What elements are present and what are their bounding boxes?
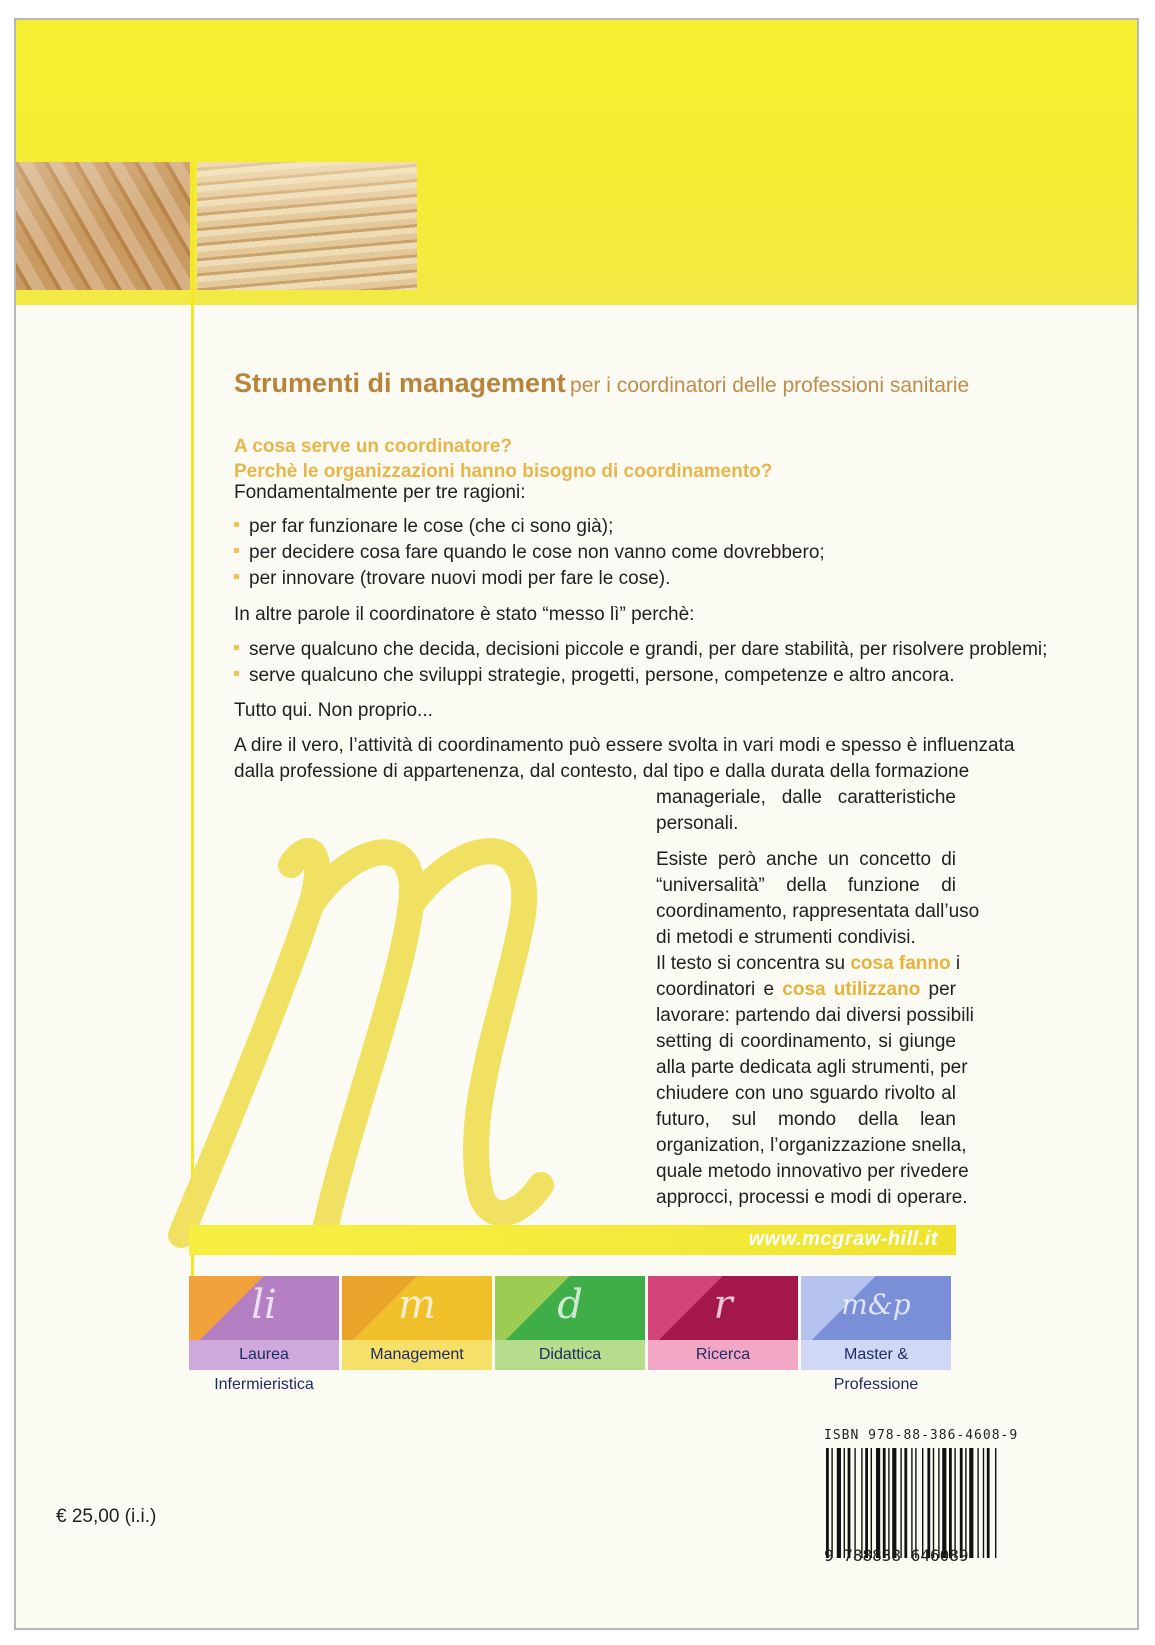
photo-keyboard — [16, 162, 190, 290]
barcode-bar — [938, 1448, 939, 1558]
para-text-line: organization, l’organizzazione snella, — [656, 1135, 967, 1156]
barcode-bar — [848, 1448, 851, 1558]
barcode-bar — [969, 1448, 973, 1558]
series-didattica — [495, 1276, 645, 1370]
series-management — [342, 1276, 492, 1370]
series-letter: li — [251, 1282, 277, 1328]
bullet — [234, 645, 239, 650]
barcode-bar — [892, 1448, 896, 1558]
para-text-line: setting di coordinamento, si giunge — [656, 1031, 956, 1052]
series-letter: d — [557, 1282, 583, 1328]
para-truth-line: personali. — [656, 813, 739, 834]
para-text-line: approcci, processi e modi di operare. — [656, 1187, 968, 1208]
barcode-bar — [922, 1448, 923, 1558]
reason-item: per decidere cosa fare quando le cose non vanno come dovrebbero; — [234, 540, 825, 566]
title-main: Strumenti di management — [234, 368, 566, 398]
barcode-bar — [954, 1448, 955, 1558]
para-truth-line: manageriale, dalle caratteristiche — [656, 787, 956, 808]
para-text-line: quale metodo innovativo per rivedere — [656, 1161, 969, 1182]
reason-item: per far funzionare le cose (che ci sono già); — [234, 514, 613, 540]
para-universal-line: coordinamento, rappresentata dall’uso — [656, 901, 980, 922]
photo-old-books — [197, 162, 417, 290]
bullet — [234, 522, 239, 527]
para-text-line: Il testo si concentra su cosa fanno i — [656, 953, 961, 974]
series-letter: r — [713, 1282, 733, 1328]
book-back-cover — [14, 18, 1139, 1630]
isbn-text: ISBN 978-88-386-4608-9 — [824, 1428, 1019, 1443]
barcode-bar — [871, 1448, 872, 1558]
tutto-qui-text: Tutto qui. Non proprio... — [234, 700, 433, 721]
barcode-bar — [933, 1448, 934, 1558]
barcode-bar — [844, 1448, 845, 1558]
barcode-bar — [883, 1448, 886, 1558]
barcode-bar — [876, 1448, 880, 1558]
website-url[interactable]: www.mcgraw-hill.it — [748, 1228, 938, 1250]
barcode-bar — [927, 1448, 930, 1558]
series-label: Ricerca — [648, 1340, 798, 1370]
para-universal-line: Esiste però anche un concetto di — [656, 849, 956, 870]
highlight-cosa-fanno: cosa fanno — [850, 953, 951, 974]
barcode-bar — [987, 1448, 990, 1558]
barcode-bar — [888, 1448, 889, 1558]
series-master-professione — [801, 1276, 951, 1393]
para-text-line: chiudere con uno sguardo rivolto al — [656, 1083, 956, 1104]
series-ricerca — [648, 1276, 798, 1370]
website-bar — [189, 1225, 956, 1255]
para-universal-line: “universalità” della funzione di — [656, 875, 956, 896]
barcode-bar — [995, 1448, 996, 1558]
series-letter: m&p — [841, 1288, 911, 1321]
bullet — [234, 548, 239, 553]
barcode-bar — [983, 1448, 984, 1558]
title-subtitle: per i coordinatori delle professioni sanitarie — [570, 374, 970, 397]
bullet — [234, 574, 239, 579]
para-text-line: lavorare: partendo dai diversi possibili — [656, 1005, 974, 1026]
barcode-bar — [977, 1448, 978, 1558]
series-letter: m — [398, 1282, 436, 1328]
barcode-bar — [861, 1448, 862, 1558]
series-label: Master & Professione — [801, 1340, 951, 1370]
para-universal-line: di metodi e strumenti condivisi. — [656, 927, 916, 948]
barcode-bar — [942, 1448, 946, 1558]
barcode-bar — [911, 1448, 912, 1558]
other-words-text: In altre parole il coordinatore è stato “messo lì” perchè: — [234, 604, 695, 625]
para-text-line: futuro, sul mondo della lean — [656, 1109, 956, 1130]
book-title — [234, 368, 969, 399]
para-text-line: alla parte dedicata agli strumenti, per — [656, 1057, 968, 1078]
barcode-bar — [949, 1448, 952, 1558]
price: € 25,00 (i.i.) — [56, 1506, 157, 1527]
barcode-bar — [854, 1448, 855, 1558]
bullet — [234, 671, 239, 676]
highlight-cosa-utilizzano: cosa utilizzano — [782, 979, 921, 1000]
barcode-bar — [831, 1448, 832, 1558]
series-label: Laurea Infermieristica — [189, 1340, 339, 1370]
para-truth-line: A dire il vero, l’attività di coordinamento può essere svolta in vari modi e spesso è influenzata — [234, 735, 1015, 756]
barcode-bar — [960, 1448, 963, 1558]
barcode-bar — [865, 1448, 868, 1558]
para-text-line: coordinatori e cosa utilizzano per — [656, 979, 956, 1000]
series-label: Didattica — [495, 1340, 645, 1370]
intro-text: Fondamentalmente per tre ragioni: — [234, 482, 526, 503]
question-1: A cosa serve un coordinatore? — [234, 436, 513, 457]
barcode-bar — [915, 1448, 916, 1558]
barcode-bar — [826, 1448, 829, 1558]
barcode-bar — [965, 1448, 966, 1558]
need-item: serve qualcuno che decida, decisioni piccole e grandi, per dare stabilità, per risolvere problemi; — [234, 637, 1047, 663]
barcode-bar — [904, 1448, 907, 1558]
need-item: serve qualcuno che sviluppi strategie, progetti, persone, competenze e altro ancora. — [234, 663, 955, 689]
barcode-bar — [837, 1448, 841, 1558]
ean-digits: 9 788838 646089 — [824, 1546, 969, 1565]
barcode-bars — [824, 1448, 1034, 1558]
para-truth-line: dalla professione di appartenenza, dal contesto, dal tipo e dalla durata della formazione — [234, 761, 970, 782]
question-2: Perchè le organizzazioni hanno bisogno di coordinamento? — [234, 461, 773, 482]
barcode-bar — [900, 1448, 901, 1558]
series-label: Management — [342, 1340, 492, 1370]
series-laurea-infermieristica — [189, 1276, 339, 1393]
barcode — [824, 1428, 1036, 1578]
decorative-m-letter — [161, 785, 661, 1255]
reason-item: per innovare (trovare nuovi modi per fare le cose). — [234, 566, 670, 592]
